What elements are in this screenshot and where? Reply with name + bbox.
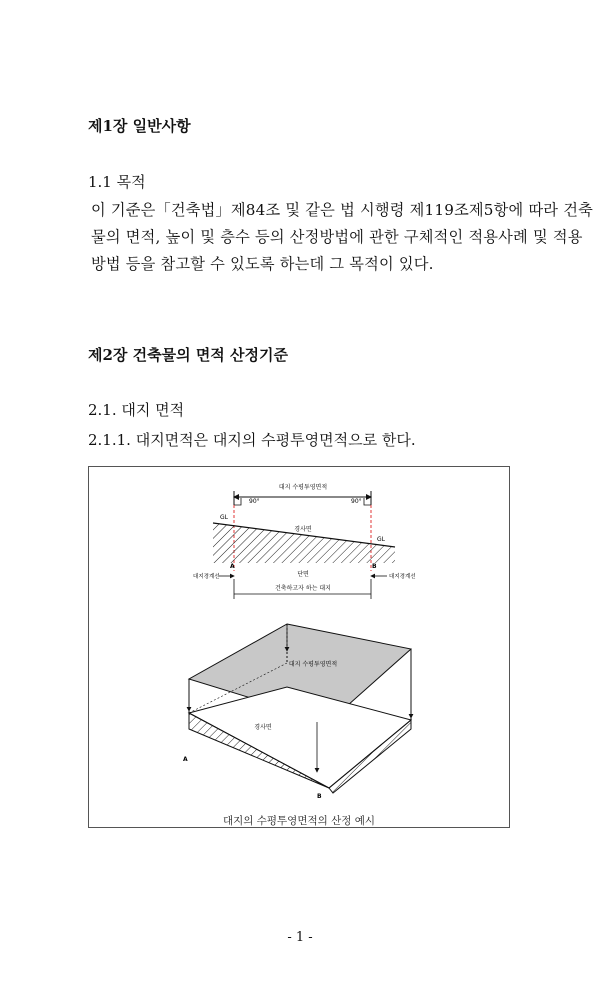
iso-slope-label: 경사면: [254, 724, 272, 731]
slope-label: 경사면: [294, 526, 312, 533]
section-2-1-heading: 2.1. 대지 면적: [88, 401, 185, 419]
purpose-paragraph-line-1: 이 기준은「건축법」제84조 및 같은 법 시행령 제119조제5항에 따라 건축: [91, 201, 593, 219]
purpose-paragraph-line-2: 물의 면적, 높이 및 층수 등의 산정방법에 관한 구체적인 적용사례 및 적용: [91, 228, 583, 246]
site-area-figure: [88, 466, 510, 828]
subsection-2-1-1: 2.1.1. 대지면적은 대지의 수평투영면적으로 한다.: [88, 431, 416, 449]
angle-left-label: 90°: [249, 498, 260, 505]
top-label: 대지 수평투영면적: [278, 484, 328, 491]
right-angle-mark-right: [364, 498, 371, 505]
site-area-diagram: [89, 467, 509, 827]
purpose-paragraph-line-3: 방법 등을 참고할 수 있도록 하는데 그 목적이 있다.: [91, 255, 434, 273]
right-angle-mark-left: [234, 498, 241, 505]
point-b-top: B: [372, 563, 377, 570]
angle-right-label: 90°: [351, 498, 362, 505]
chapter1-title: 제1장 일반사항: [88, 117, 191, 135]
bottom-site-label: 건축하고자 하는 대지: [275, 585, 331, 592]
iso-plane-label: 대지 수평투영면적: [288, 661, 338, 668]
page-number: - 1 -: [287, 930, 313, 945]
iso-point-a: A: [183, 756, 188, 763]
iso-point-b: B: [317, 793, 322, 800]
gl-right-label: GL: [377, 536, 385, 543]
gl-left-label: GL: [220, 514, 228, 521]
chapter2-title: 제2장 건축물의 면적 산정기준: [88, 346, 288, 364]
section-label: 단면: [297, 571, 309, 578]
figure-caption: 대지의 수평투영면적의 산정 예시: [222, 815, 375, 827]
boundary-left-label: 대지경계선: [193, 574, 220, 580]
section-1-1-heading: 1.1 목적: [88, 173, 146, 191]
point-a-top: A: [230, 563, 235, 570]
boundary-right-label: 대지경계선: [389, 574, 416, 580]
